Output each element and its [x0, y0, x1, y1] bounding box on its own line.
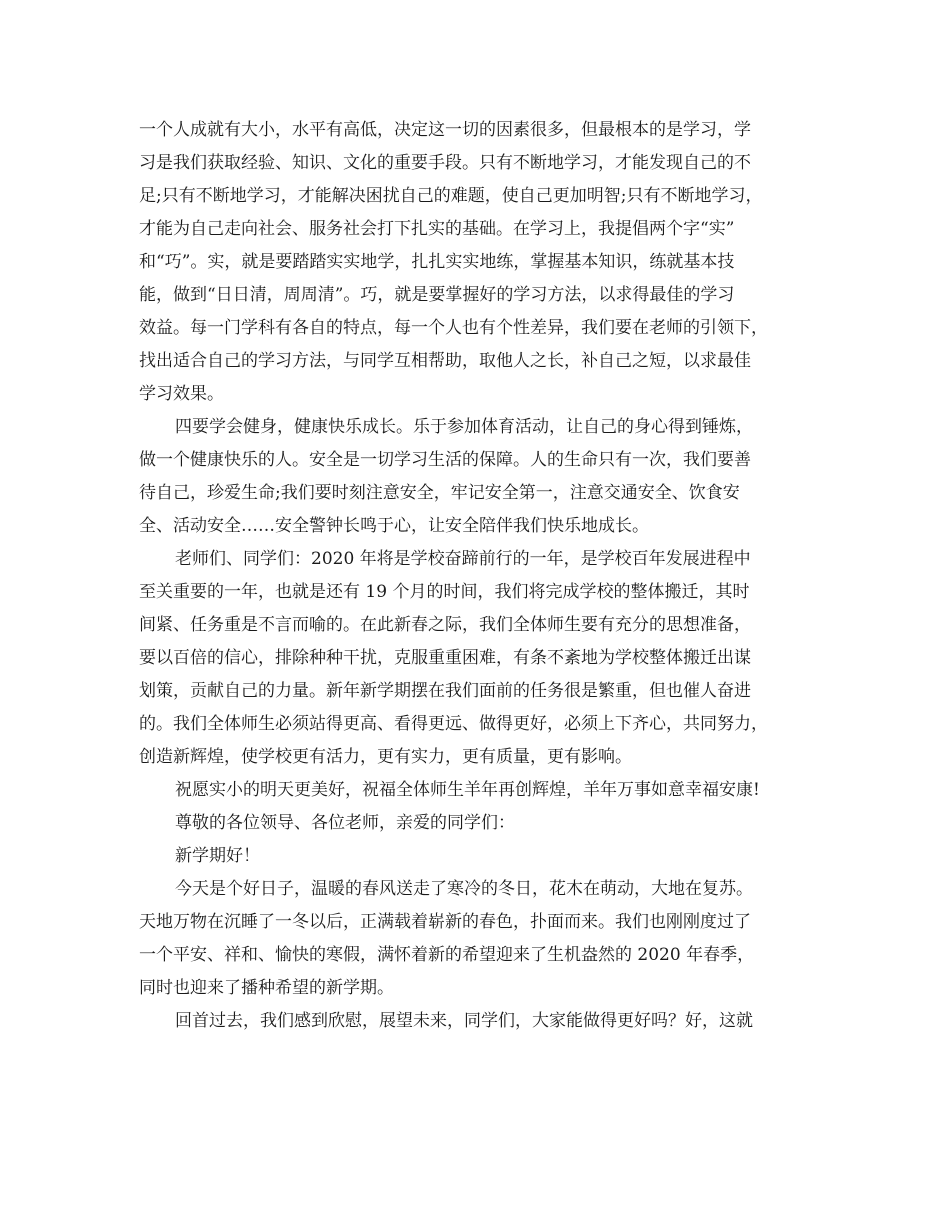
text-line: 四要学会健身，健康快乐成长。乐于参加体育活动，让自己的身心得到锤炼，	[175, 417, 753, 437]
text-line: 尊敬的各位领导、各位老师，亲爱的同学们：	[175, 813, 515, 833]
document-body	[139, 114, 829, 1038]
text-line: 今天是个好日子，温暖的春风送走了寒冷的冬日，花木在萌动，大地在复苏。	[175, 879, 753, 899]
text-line: 新学期好！	[175, 846, 260, 866]
text-line: 一个平安、祥和、愉快的寒假，满怀着新的希望迎来了生机盎然的 2020 年春季，	[139, 945, 755, 965]
text-line: 祝愿实小的明天更美好，祝福全体师生羊年再创辉煌，羊年万事如意幸福安康!	[175, 780, 760, 800]
text-line: 同时也迎来了播种希望的新学期。	[139, 978, 394, 998]
text-line: 足;只有不断地学习，才能解决困扰自己的难题，使自己更加明智;只有不断地学习，	[139, 186, 763, 206]
text-line: 学习效果。	[139, 384, 224, 404]
text-line: 至关重要的一年，也就是还有 19 个月的时间，我们将完成学校的整体搬迁，其时	[139, 582, 750, 602]
text-line: 划策，贡献自己的力量。新年新学期摆在我们面前的任务很是繁重，但也催人奋进	[139, 681, 751, 701]
text-line: 全、活动安全……安全警钟长鸣于心，让安全陪伴我们快乐地成长。	[139, 516, 649, 536]
text-line: 一个人成就有大小，水平有高低，决定这一切的因素很多，但最根本的是学习，学	[139, 120, 751, 140]
text-line: 天地万物在沉睡了一冬以后，正满载着崭新的春色，扑面而来。我们也刚刚度过了	[139, 912, 751, 932]
text-line: 找出适合自己的学习方法，与同学互相帮助，取他人之长，补自己之短，以求最佳	[139, 351, 751, 371]
text-line: 要以百倍的信心，排除种种干扰，克服重重困难，有条不紊地为学校整体搬迁出谋	[139, 648, 751, 668]
text-line: 效益。每一门学科有各自的特点，每一个人也有个性差异，我们要在老师的引领下，	[139, 318, 768, 338]
text-line: 能，做到“日日清，周周清”。巧，就是要掌握好的学习方法，以求得最佳的学习	[139, 285, 735, 305]
text-line: 和“巧”。实，就是要踏踏实实地学，扎扎实实地练，掌握基本知识，练就基本技	[139, 252, 735, 272]
text-line: 间紧、任务重是不言而喻的。在此新春之际，我们全体师生要有充分的思想准备，	[139, 615, 751, 635]
text-line: 回首过去，我们感到欣慰，展望未来，同学们，大家能做得更好吗？好，这就	[175, 1011, 753, 1031]
text-line: 创造新辉煌，使学校更有活力，更有实力，更有质量，更有影响。	[139, 747, 632, 767]
text-line: 才能为自己走向社会、服务社会打下扎实的基础。在学习上，我提倡两个字“实”	[139, 219, 735, 239]
text-line: 习是我们获取经验、知识、文化的重要手段。只有不断地学习，才能发现自己的不	[139, 153, 751, 173]
text-line: 做一个健康快乐的人。安全是一切学习生活的保障。人的生命只有一次，我们要善	[139, 450, 751, 470]
text-line: 待自己，珍爱生命;我们要时刻注意安全，牢记安全第一，注意交通安全、饮食安	[139, 483, 740, 503]
text-line: 老师们、同学们：2020 年将是学校奋蹄前行的一年，是学校百年发展进程中	[175, 549, 751, 569]
text-line: 的。我们全体师生必须站得更高、看得更远、做得更好，必须上下齐心，共同努力，	[139, 714, 768, 734]
